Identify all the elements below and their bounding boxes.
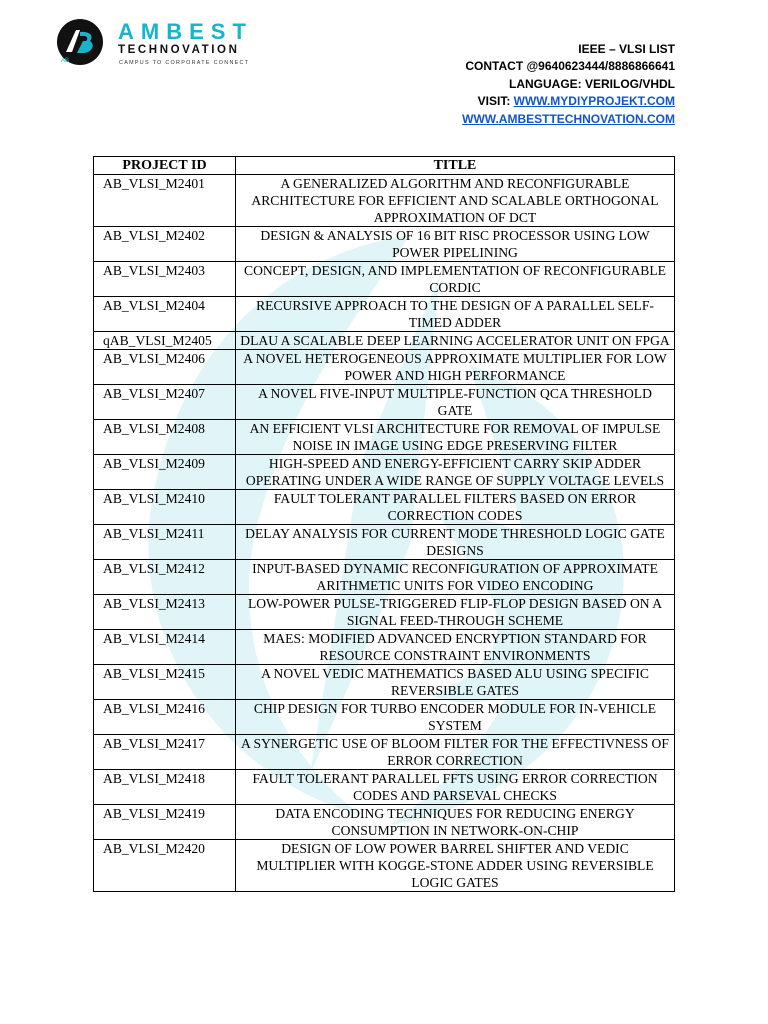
brand-tagline: CAMPUS TO CORPORATE CONNECT	[119, 60, 250, 66]
project-title-cell: A NOVEL VEDIC MATHEMATICS BASED ALU USING SPECIFIC REVERSIBLE GATES	[236, 665, 675, 700]
project-id-cell: AB_VLSI_M2413	[94, 595, 236, 630]
project-id-cell: AB_VLSI_M2408	[94, 420, 236, 455]
language-line: LANGUAGE: VERILOG/VHDL	[508, 76, 675, 91]
project-id-cell: AB_VLSI_M2416	[94, 700, 236, 735]
project-id-cell: AB_VLSI_M2420	[94, 840, 236, 892]
project-id-cell: AB_VLSI_M2411	[94, 525, 236, 560]
project-title-cell: RECURSIVE APPROACH TO THE DESIGN OF A PARALLEL SELF-TIMED ADDER	[236, 297, 675, 332]
project-title-cell: FAULT TOLERANT PARALLEL FFTS USING ERROR CORRECTION CODES AND PARSEVAL CHECKS	[236, 770, 675, 805]
table-row	[94, 560, 675, 595]
project-title-cell: FAULT TOLERANT PARALLEL FILTERS BASED ON ERROR CORRECTION CODES	[236, 490, 675, 525]
project-id-cell: AB_VLSI_M2404	[94, 297, 236, 332]
project-table	[93, 156, 675, 892]
contact-phone: CONTACT @9640623444/8886866641	[465, 59, 675, 74]
website-line	[462, 111, 675, 128]
table-row	[94, 595, 675, 630]
contact-block	[462, 41, 675, 128]
list-title: IEEE – VLSI LIST	[578, 42, 675, 56]
table-row	[94, 385, 675, 420]
project-title-cell: DLAU A SCALABLE DEEP LEARNING ACCELERATOR UNIT ON FPGA	[236, 332, 675, 350]
project-title-cell: DESIGN OF LOW POWER BARREL SHIFTER AND VEDIC MULTIPLIER WITH KOGGE-STONE ADDER USING REVERSIBLE LOGIC GATES	[236, 840, 675, 892]
header-title: TITLE	[236, 157, 675, 175]
brand-name: AMBEST	[118, 19, 253, 44]
table-row	[94, 262, 675, 297]
project-title-cell: HIGH-SPEED AND ENERGY-EFFICIENT CARRY SKIP ADDER OPERATING UNDER A WIDE RANGE OF SUPPLY VOLTAGE LEVELS	[236, 455, 675, 490]
project-id-cell: AB_VLSI_M2402	[94, 227, 236, 262]
project-id-cell: AB_VLSI_M2407	[94, 385, 236, 420]
project-id-cell: AB_VLSI_M2403	[94, 262, 236, 297]
ab-logo-icon	[56, 18, 104, 66]
brand-subtitle: TECHNOVATION	[118, 44, 240, 56]
table-row	[94, 175, 675, 227]
svg-text:AB: AB	[61, 58, 70, 64]
table-row	[94, 630, 675, 665]
project-id-cell: AB_VLSI_M2406	[94, 350, 236, 385]
project-title-cell: INPUT-BASED DYNAMIC RECONFIGURATION OF APPROXIMATE ARITHMETIC UNITS FOR VIDEO ENCODING	[236, 560, 675, 595]
table-row	[94, 700, 675, 735]
project-title-cell: LOW-POWER PULSE-TRIGGERED FLIP-FLOP DESIGN BASED ON A SIGNAL FEED-THROUGH SCHEME	[236, 595, 675, 630]
table-row	[94, 227, 675, 262]
table-row	[94, 455, 675, 490]
table-row	[94, 665, 675, 700]
project-title-cell: A NOVEL FIVE-INPUT MULTIPLE-FUNCTION QCA THRESHOLD GATE	[236, 385, 675, 420]
project-id-cell: AB_VLSI_M2415	[94, 665, 236, 700]
table-header-row	[94, 157, 675, 175]
project-id-cell: AB_VLSI_M2419	[94, 805, 236, 840]
project-title-cell: A NOVEL HETEROGENEOUS APPROXIMATE MULTIPLIER FOR LOW POWER AND HIGH PERFORMANCE	[236, 350, 675, 385]
table-row	[94, 805, 675, 840]
header-project-id: PROJECT ID	[94, 157, 236, 175]
project-title-cell: CONCEPT, DESIGN, AND IMPLEMENTATION OF RECONFIGURABLE CORDIC	[236, 262, 675, 297]
table-row	[94, 332, 675, 350]
visit-line	[462, 93, 675, 110]
table-row	[94, 840, 675, 892]
table-row	[94, 490, 675, 525]
project-title-cell: A SYNERGETIC USE OF BLOOM FILTER FOR THE EFFECTIVNESS OF ERROR CORRECTION	[236, 735, 675, 770]
project-id-cell: AB_VLSI_M2418	[94, 770, 236, 805]
ambest-website-link[interactable]: WWW.AMBESTTECHNOVATION.COM	[462, 111, 675, 126]
project-id-cell: AB_VLSI_M2412	[94, 560, 236, 595]
project-id-cell: qAB_VLSI_M2405	[94, 332, 236, 350]
table-row	[94, 420, 675, 455]
project-id-cell: AB_VLSI_M2417	[94, 735, 236, 770]
project-title-cell: AN EFFICIENT VLSI ARCHITECTURE FOR REMOVAL OF IMPULSE NOISE IN IMAGE USING EDGE PRESERVING FILTER	[236, 420, 675, 455]
project-title-cell: CHIP DESIGN FOR TURBO ENCODER MODULE FOR IN-VEHICLE SYSTEM	[236, 700, 675, 735]
project-id-cell: AB_VLSI_M2401	[94, 175, 236, 227]
project-id-cell: AB_VLSI_M2414	[94, 630, 236, 665]
table-row	[94, 735, 675, 770]
brand-logo	[56, 16, 253, 70]
table-row	[94, 770, 675, 805]
visit-label: VISIT:	[477, 94, 511, 109]
project-title-cell: MAES: MODIFIED ADVANCED ENCRYPTION STANDARD FOR RESOURCE CONSTRAINT ENVIRONMENTS	[236, 630, 675, 665]
mydiyprojekt-link[interactable]: WWW.MYDIYPROJEKT.COM	[513, 94, 675, 109]
project-title-cell: DATA ENCODING TECHNIQUES FOR REDUCING ENERGY CONSUMPTION IN NETWORK-ON-CHIP	[236, 805, 675, 840]
project-title-cell: A GENERALIZED ALGORITHM AND RECONFIGURABLE ARCHITECTURE FOR EFFICIENT AND SCALABLE ORTHOGONAL APPROXIMATION OF DCT	[236, 175, 675, 227]
table-row	[94, 350, 675, 385]
project-id-cell: AB_VLSI_M2409	[94, 455, 236, 490]
table-row	[94, 525, 675, 560]
project-title-cell: DELAY ANALYSIS FOR CURRENT MODE THRESHOLD LOGIC GATE DESIGNS	[236, 525, 675, 560]
table-row	[94, 297, 675, 332]
project-id-cell: AB_VLSI_M2410	[94, 490, 236, 525]
table-body	[94, 175, 675, 892]
project-title-cell: DESIGN & ANALYSIS OF 16 BIT RISC PROCESSOR USING LOW POWER PIPELINING	[236, 227, 675, 262]
